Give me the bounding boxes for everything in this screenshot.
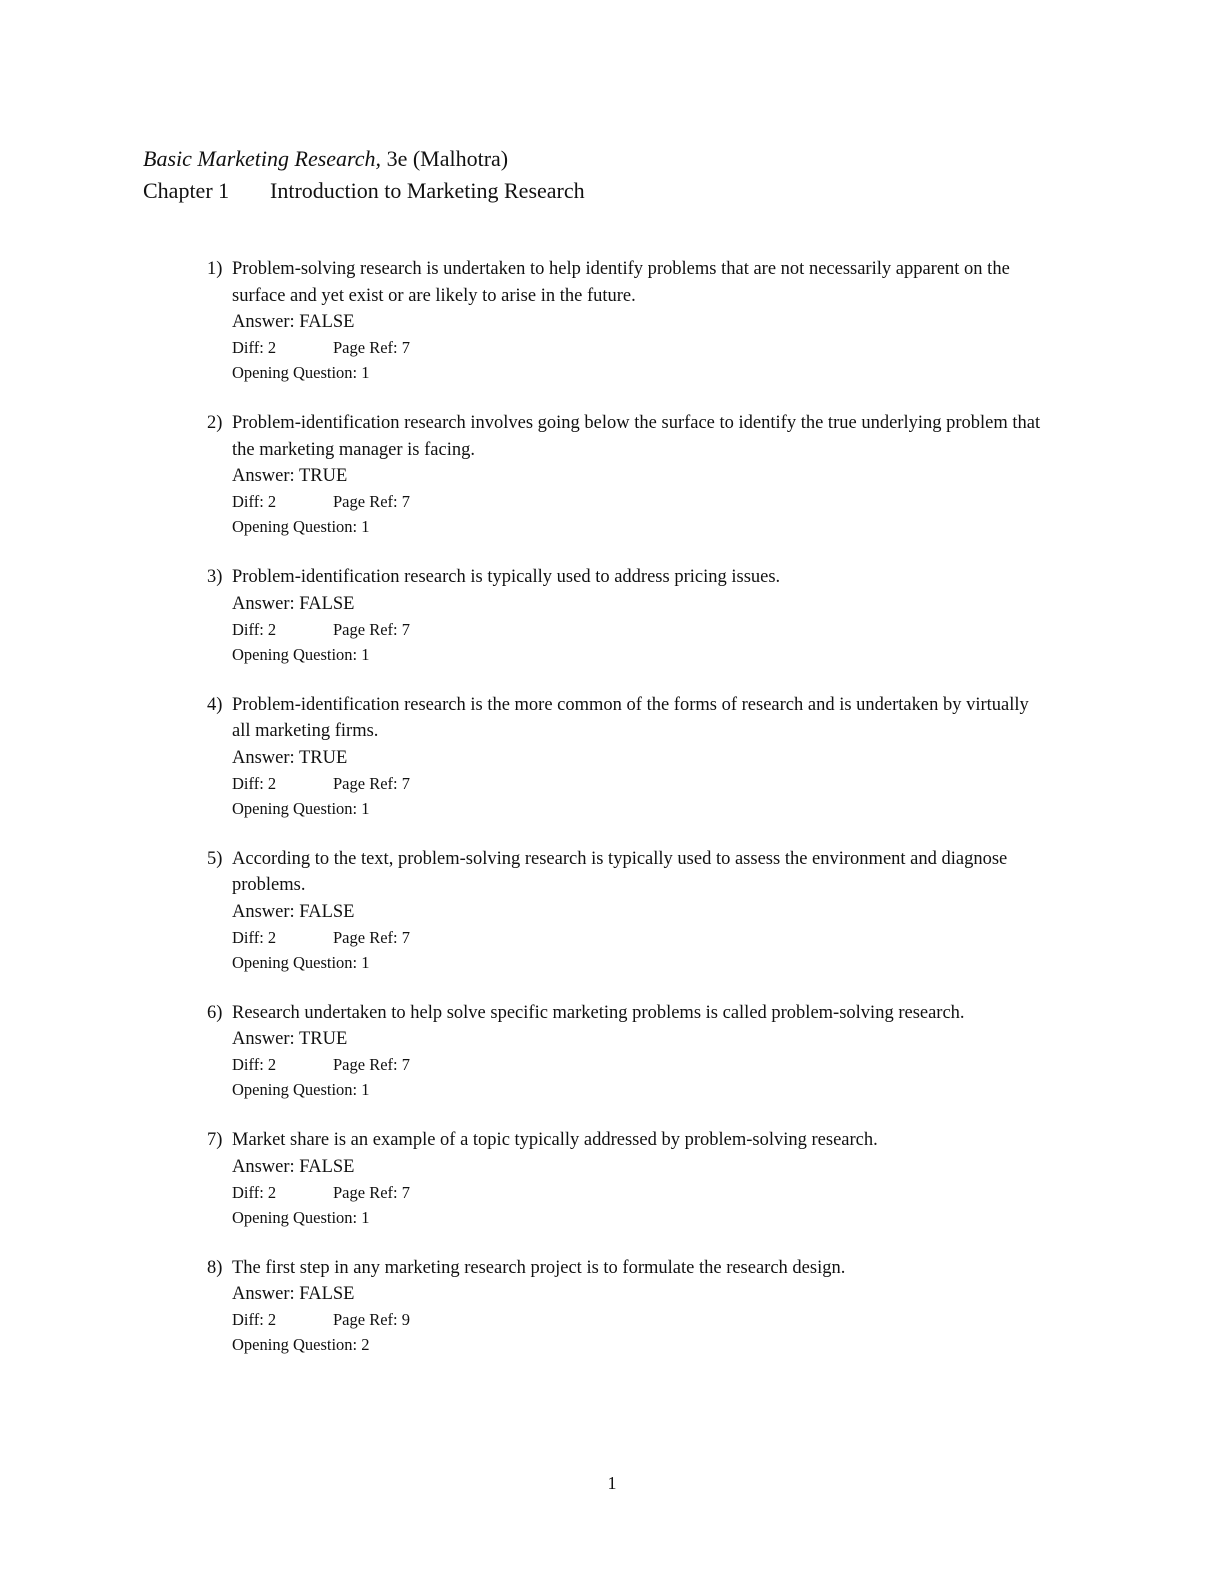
question-opening-question: Opening Question: 1 (232, 1080, 370, 1099)
question-item (207, 1127, 1047, 1230)
chapter-heading (143, 175, 585, 207)
question-text: Problem-solving research is undertaken to help identify problems that are not necessarily apparent on the surface and yet exist or are likely to arise in the future. (232, 259, 1010, 306)
question-difficulty: Diff: 2 (232, 492, 277, 511)
question-opening-question: Opening Question: 1 (232, 644, 370, 664)
question-text: Problem-identification research is the more common of the forms of research and is undertaken by virtually all marketing firms. (232, 694, 1029, 741)
question-meta (232, 1307, 1047, 1332)
question-page-ref: Page Ref: 7 (333, 619, 410, 639)
question-difficulty: Diff: 2 (232, 619, 277, 639)
question-meta (232, 1180, 1047, 1205)
question-meta (232, 335, 1047, 360)
question-page-ref: Page Ref: 7 (333, 1182, 410, 1202)
question-page-ref: Page Ref: 7 (333, 492, 410, 511)
question-item (207, 846, 1047, 975)
question-text: Problem-identification research involves going below the surface to identify the true underlying problem that the marketing manager is facing. (232, 413, 1041, 460)
question-page-ref: Page Ref: 7 (333, 338, 410, 357)
question-difficulty: Diff: 2 (232, 338, 277, 357)
question-opening-question: Opening Question: 1 (232, 363, 370, 382)
question-number: 7) (207, 1130, 223, 1150)
question-number: 6) (207, 1002, 223, 1023)
question-page-ref: Page Ref: 7 (333, 927, 410, 947)
question-opening-question: Opening Question: 1 (232, 1207, 370, 1227)
question-text: Market share is an example of a topic typically addressed by problem-solving research. (232, 1130, 878, 1150)
question-opening-question: Opening Question: 1 (232, 952, 370, 972)
question-opening-question: Opening Question: 2 (232, 1335, 370, 1354)
question-meta (232, 617, 1047, 642)
question-text: The first step in any marketing research project is to formulate the research design. (232, 1257, 846, 1278)
question-answer: Answer: TRUE (232, 747, 348, 768)
question-meta (232, 1052, 1047, 1077)
question-item (207, 564, 1047, 667)
question-answer: Answer: FALSE (232, 901, 355, 922)
chapter-title: Introduction to Marketing Research (270, 178, 585, 203)
question-meta (232, 925, 1047, 950)
question-number: 2) (207, 413, 223, 433)
question-item (207, 692, 1047, 821)
question-difficulty: Diff: 2 (232, 1310, 277, 1329)
question-list (207, 256, 1047, 1382)
page-number: 1 (607, 1473, 617, 1493)
question-number: 3) (207, 567, 223, 587)
question-answer: Answer: FALSE (232, 312, 355, 332)
question-meta (232, 489, 1047, 514)
question-text: Research undertaken to help solve specific marketing problems is called problem-solving research. (232, 1002, 965, 1023)
question-text: According to the text, problem-solving research is typically used to assess the environment and diagnose problems. (232, 848, 1008, 895)
question-item (207, 1255, 1047, 1358)
question-number: 5) (207, 848, 223, 869)
document-header (143, 143, 585, 207)
question-difficulty: Diff: 2 (232, 773, 277, 793)
question-item (207, 1000, 1047, 1103)
question-answer: Answer: TRUE (232, 466, 348, 486)
question-opening-question: Opening Question: 1 (232, 517, 370, 536)
book-title: Basic Marketing Research, (143, 146, 382, 171)
question-page-ref: Page Ref: 7 (333, 773, 410, 793)
question-difficulty: Diff: 2 (232, 927, 277, 947)
question-item (207, 410, 1047, 539)
question-answer: Answer: FALSE (232, 593, 355, 614)
question-opening-question: Opening Question: 1 (232, 798, 370, 818)
question-item (207, 256, 1047, 385)
question-page-ref: Page Ref: 9 (333, 1310, 410, 1329)
question-number: 8) (207, 1257, 223, 1278)
question-answer: Answer: FALSE (232, 1156, 355, 1177)
question-meta (232, 771, 1047, 796)
chapter-label: Chapter 1 (143, 178, 230, 203)
question-text: Problem-identification research is typically used to address pricing issues. (232, 567, 781, 587)
question-number: 4) (207, 694, 223, 715)
question-answer: Answer: TRUE (232, 1029, 348, 1049)
question-page-ref: Page Ref: 7 (333, 1055, 410, 1074)
question-difficulty: Diff: 2 (232, 1182, 277, 1202)
question-number: 1) (207, 259, 223, 279)
book-edition: 3e (Malhotra) (386, 146, 509, 171)
question-difficulty: Diff: 2 (232, 1055, 277, 1074)
question-answer: Answer: FALSE (232, 1284, 355, 1304)
book-heading (143, 143, 585, 175)
